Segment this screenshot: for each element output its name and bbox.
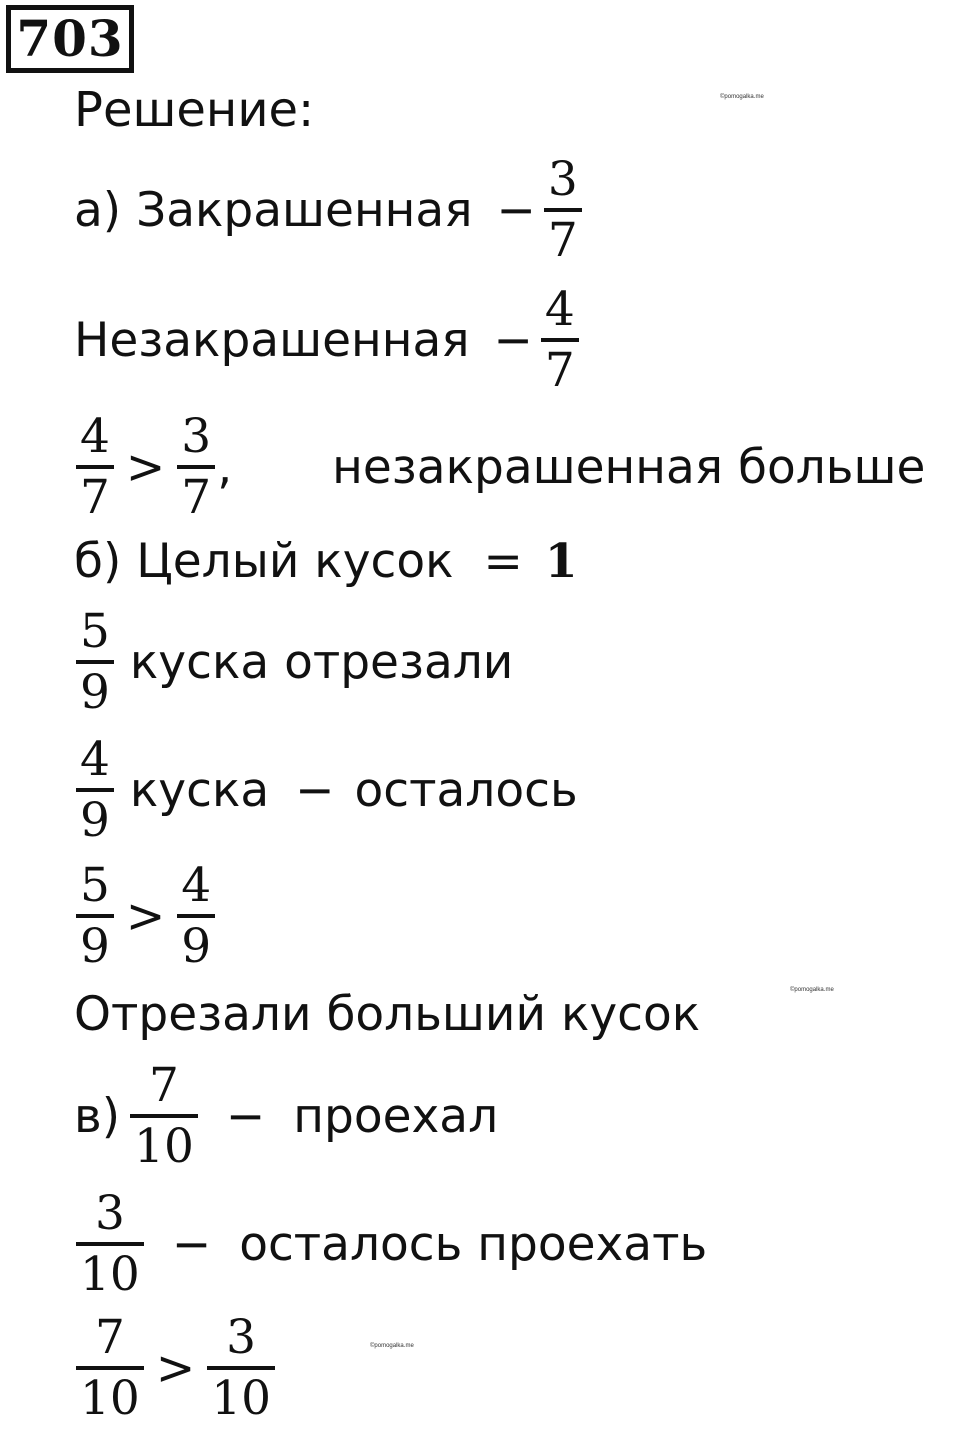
fraction-left <box>76 1310 144 1426</box>
denominator: 7 <box>544 208 582 264</box>
unshaded-label: Незакрашенная <box>74 312 470 368</box>
denominator: 7 <box>76 465 114 521</box>
numerator: 4 <box>80 409 110 464</box>
denominator: 9 <box>76 788 114 844</box>
fraction-left-over <box>76 732 114 848</box>
fraction-unshaded <box>541 282 579 398</box>
numerator: 4 <box>80 732 110 787</box>
denominator: 10 <box>76 1366 144 1422</box>
watermark: ©pomogalka.me <box>790 987 834 993</box>
remain-text: осталось проехать <box>239 1216 708 1272</box>
dash: − <box>295 762 335 818</box>
part-b-label: б) Целый кусок <box>74 533 454 589</box>
numerator: 7 <box>149 1058 179 1113</box>
dash: − <box>225 1088 266 1144</box>
denominator: 10 <box>130 1114 198 1170</box>
part-b-left-row <box>74 726 578 854</box>
left-text: куска <box>129 762 270 818</box>
greater-sign: > <box>125 888 166 944</box>
part-a-conclusion: незакрашенная больше <box>332 439 926 495</box>
numerator: 3 <box>226 1310 257 1365</box>
fraction-shaded <box>544 152 582 268</box>
denominator: 9 <box>177 914 215 970</box>
part-c-driven-row <box>74 1052 498 1180</box>
part-c-label: в) <box>74 1088 121 1144</box>
fraction-right <box>207 1310 275 1426</box>
denominator: 7 <box>177 465 215 521</box>
part-b-conclusion: Отрезали больший кусок <box>74 986 701 1042</box>
equals-sign: = <box>483 533 523 589</box>
denominator: 9 <box>76 660 114 716</box>
numerator: 5 <box>80 858 110 913</box>
cut-text: куска отрезали <box>129 634 514 690</box>
comma: , <box>217 439 233 495</box>
greater-sign: > <box>155 1340 196 1396</box>
solution-heading: Решение: <box>74 82 315 138</box>
part-a-shaded-row <box>74 146 584 274</box>
driven-text: проехал <box>293 1088 499 1144</box>
whole-value: 1 <box>544 533 578 589</box>
numerator: 3 <box>94 1186 125 1241</box>
denominator: 10 <box>207 1366 275 1422</box>
numerator: 7 <box>94 1310 125 1365</box>
part-a-unshaded-row <box>74 276 581 404</box>
greater-sign: > <box>125 439 166 495</box>
numerator: 5 <box>80 604 110 659</box>
numerator: 4 <box>544 282 575 337</box>
problem-number: 703 <box>6 5 134 73</box>
denominator: 10 <box>76 1242 144 1298</box>
fraction-driven <box>130 1058 198 1174</box>
denominator: 9 <box>76 914 114 970</box>
numerator: 3 <box>547 152 578 207</box>
denominator: 7 <box>541 338 579 394</box>
part-c-comparison-row <box>74 1304 277 1432</box>
part-b-cut-row <box>74 598 513 726</box>
dash: − <box>493 312 533 368</box>
part-a-label: а) Закрашенная <box>74 182 473 238</box>
left-text-2: осталось <box>354 762 578 818</box>
dash: − <box>496 182 536 238</box>
fraction-remain <box>76 1186 144 1302</box>
fraction-cut <box>76 604 114 720</box>
part-c-remain-row <box>74 1180 707 1308</box>
numerator: 4 <box>181 858 212 913</box>
watermark: ©pomogalka.me <box>370 1343 414 1349</box>
watermark: ©pomogalka.me <box>720 94 764 100</box>
numerator: 3 <box>181 409 212 464</box>
dash: − <box>171 1216 212 1272</box>
